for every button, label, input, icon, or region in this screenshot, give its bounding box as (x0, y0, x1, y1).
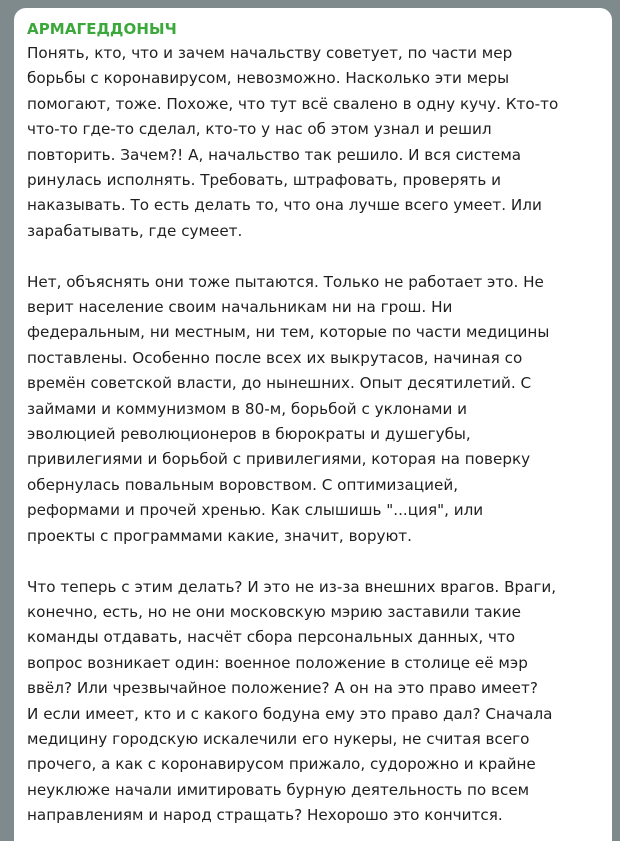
text-line: зарабатывать, где сумеет. (27, 221, 243, 240)
text-line: Понять, кто, что и зачем начальству советует, по части мер (27, 44, 513, 62)
text-line: Что теперь с этим делать? И это не из-за внешних врагов. Враги, (27, 577, 557, 596)
text-line: обернулась повальным воровством. С оптимизацией, (27, 475, 459, 494)
sender-name[interactable]: АРМАГЕДДОНЫЧ (27, 20, 177, 38)
text-line: помогают, тоже. Похоже, что тут всё свалено в одну кучу. Кто-то (27, 94, 559, 113)
text-line: ввёл? Или чрезвычайное положение? А он на это право имеет? (27, 679, 538, 698)
text-line: эволюцией революционеров в бюрократы и душегубы, (27, 425, 471, 444)
text-line: займами и коммунизмом в 80-м, борьбой с уклонами и (27, 399, 468, 418)
text-line: федеральным, ни местным, ни тем, которые по части медицины (27, 323, 550, 342)
text-line: борьбы с коронавирусом, невозможно. Насколько эти меры (27, 69, 510, 88)
text-line: наказывать. То есть делать то, что она лучше всего умеет. Или (27, 196, 542, 215)
text-line: верит население своим начальникам ни на грош. Ни (27, 298, 453, 317)
text-line: проекты с программами какие, значит, воруют. (27, 526, 412, 545)
text-line: неуклюже начали имитировать бурную деятельность по всем (27, 780, 530, 799)
text-line: привилегиями и борьбой с привилегиями, которая на поверку (27, 450, 531, 469)
text-line: что-то где-то сделал, кто-то у нас об этом узнал и решил (27, 120, 492, 139)
text-line: И если имеет, кто и с какого бодуна ему это право дал? Сначала (27, 704, 553, 723)
text-line: команды отдавать, насчёт сбора персональных данных, что (27, 628, 516, 647)
text-line: вопрос возникает один: военное положение в столице её мэр (27, 653, 528, 672)
message-paragraph-1 (27, 41, 602, 244)
text-line: конечно, есть, но не они московскую мэрию заставили такие (27, 602, 522, 621)
text-line: поставлены. Особенно после всех их выкрутасов, начиная со (27, 348, 523, 367)
text-line: направлениям и народ стращать? Нехорошо это кончится. (27, 806, 503, 825)
message-paragraph-3 (27, 575, 602, 829)
message-bubble (14, 8, 612, 841)
text-line: реформами и прочей хренью. Как слышишь "...ция", или (27, 501, 484, 520)
text-line: медицину городскую искалечили его нукеры, не считая всего (27, 729, 530, 748)
text-line: времён советской власти, до нынешних. Опыт десятилетий. С (27, 374, 532, 393)
text-line: ринулась исполнять. Требовать, штрафовать, проверять и (27, 171, 501, 190)
message-paragraph-2 (27, 270, 602, 549)
text-line: Нет, объяснять они тоже пытаются. Только не работает это. Не (27, 272, 544, 291)
text-line: повторить. Зачем?! А, начальство так решило. И вся система (27, 145, 522, 164)
text-line: прочего, а как с коронавирусом прижало, судорожно и крайне (27, 755, 536, 774)
